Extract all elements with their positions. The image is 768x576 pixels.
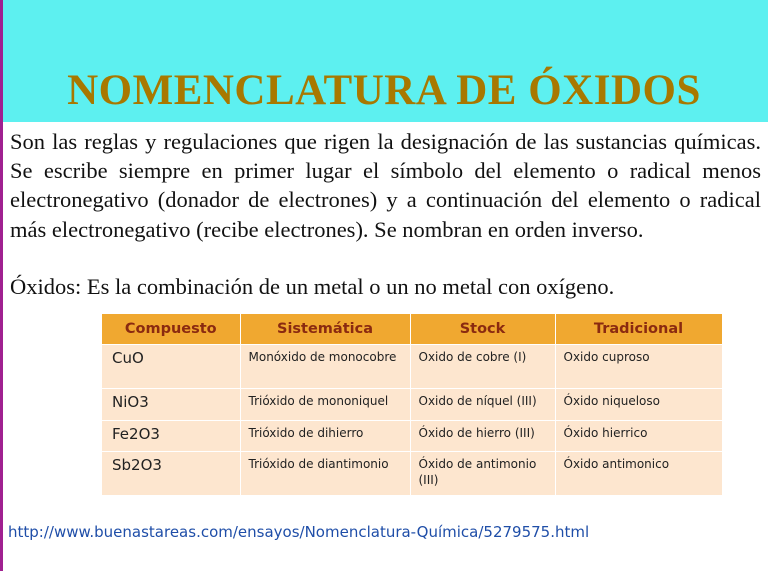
definition-paragraph: Son las reglas y regulaciones que rigen la designación de las sustancias químicas. Se escribe siempre en primer lugar el símbolo del elemento o radical menos electronegativo (donador de electrones) y a continuación del elemento o radical más electronegativo (recibe electrones). Se nombran en orden inverso. [10, 129, 761, 242]
header-systematic: Sistemática [240, 314, 410, 345]
cell-stock: Óxido de antimonio (III) [410, 452, 555, 496]
cell-stock: Oxido de cobre (I) [410, 345, 555, 389]
cell-systematic: Monóxido de monocobre [240, 345, 410, 389]
table-row [102, 452, 722, 496]
header-stock: Stock [410, 314, 555, 345]
cell-stock: Óxido de hierro (III) [410, 421, 555, 452]
cell-compound: CuO [102, 345, 240, 389]
cell-compound: Sb2O3 [102, 452, 240, 496]
cell-traditional: Óxido hierrico [555, 421, 722, 452]
cell-traditional: Oxido cuproso [555, 345, 722, 389]
table-row [102, 345, 722, 389]
oxide-nomenclature-table [102, 314, 723, 495]
cell-systematic: Trióxido de dihierro [240, 421, 410, 452]
bottom-border [0, 571, 768, 576]
header-compound: Compuesto [102, 314, 240, 345]
cell-traditional: Óxido niqueloso [555, 389, 722, 421]
table-header-row [102, 314, 722, 345]
slide-title: NOMENCLATURA DE ÓXIDOS [67, 67, 701, 114]
cell-compound: NiO3 [102, 389, 240, 421]
cell-systematic: Trióxido de mononiquel [240, 389, 410, 421]
cell-stock: Oxido de níquel (III) [410, 389, 555, 421]
table-row [102, 421, 722, 452]
oxides-definition-paragraph: Óxidos: Es la combinación de un metal o un no metal con oxígeno. [10, 274, 615, 299]
cell-traditional: Óxido antimonico [555, 452, 722, 496]
cell-compound: Fe2O3 [102, 421, 240, 452]
cell-systematic: Trióxido de diantimonio [240, 452, 410, 496]
source-link[interactable]: http://www.buenastareas.com/ensayos/Nomenclatura-Química/5279575.html [8, 523, 590, 541]
table-row [102, 389, 722, 421]
header-traditional: Tradicional [555, 314, 722, 345]
